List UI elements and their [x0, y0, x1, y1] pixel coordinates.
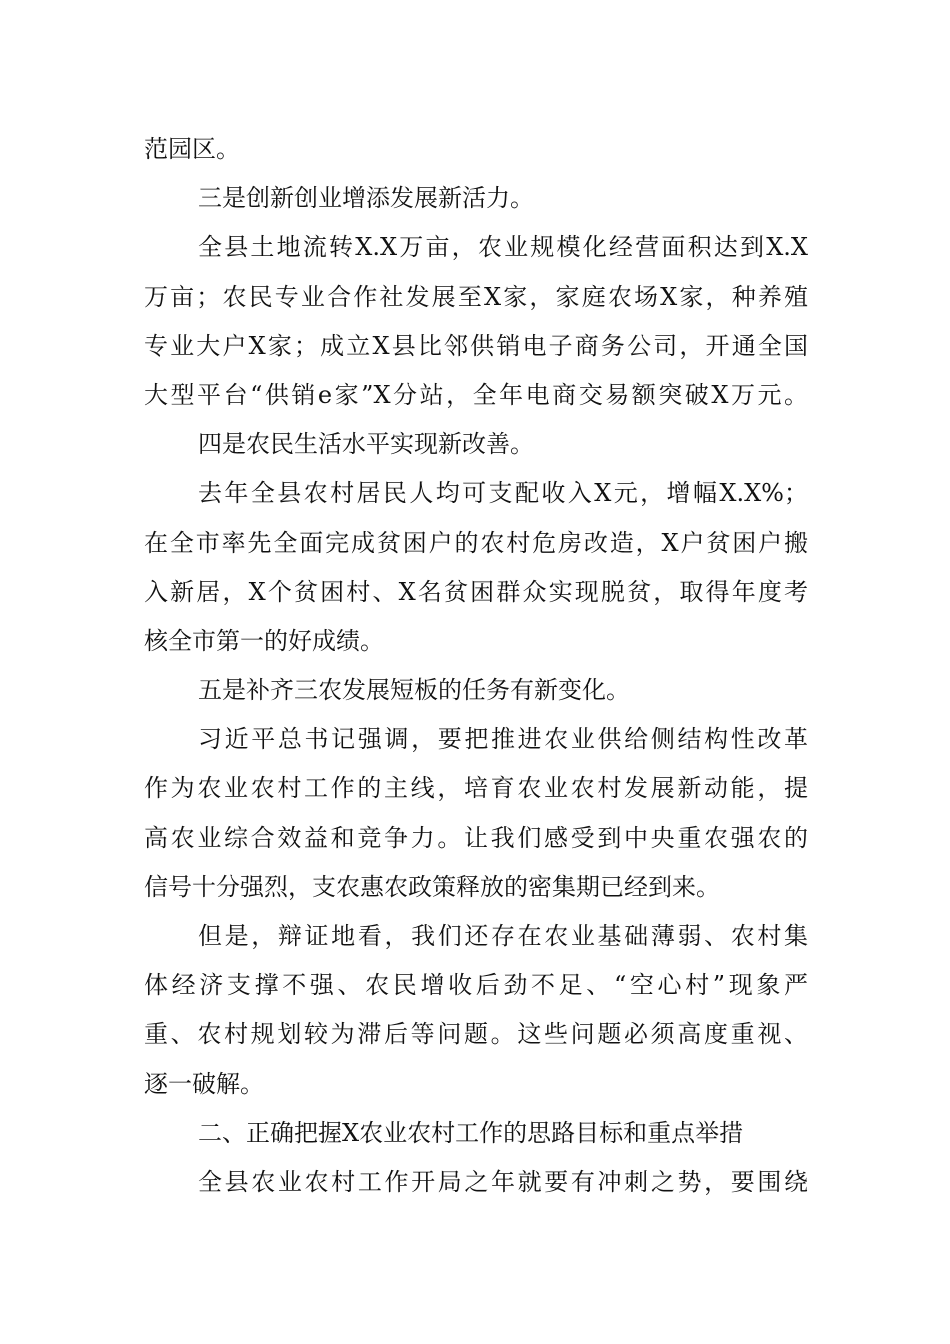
- text-line: 信号十分强烈，支农惠农政策释放的密集期已经到来。: [144, 872, 720, 901]
- text-line: 体经济支撑不强、农民增收后劲不足、“空心村”现象严: [144, 971, 808, 1000]
- text-line: 习近平总书记强调，要把推进农业供给侧结构性改革: [198, 725, 808, 754]
- section-heading: 三是创新创业增添发展新活力。: [198, 184, 534, 213]
- text-line: 在全市率先全面完成贫困户的农村危房改造，X户贫困户搬: [144, 528, 808, 557]
- section-heading: 五是补齐三农发展短板的任务有新变化。: [198, 676, 630, 705]
- text-line: 专业大户X家；成立X县比邻供销电子商务公司，开通全国: [144, 331, 808, 360]
- section-heading: 二、正确把握X农业农村工作的思路目标和重点举措: [198, 1118, 744, 1147]
- text-line: 逐一破解。: [144, 1069, 264, 1098]
- text-line: 去年全县农村居民人均可支配收入X元，增幅X.X%；: [198, 479, 808, 508]
- text-line: 但是，辩证地看，我们还存在农业基础薄弱、农村集: [198, 922, 808, 950]
- text-line: 重、农村规划较为滞后等问题。这些问题必须高度重视、: [144, 1020, 808, 1049]
- text-line: 高农业综合效益和竞争力。让我们感受到中央重农强农的: [144, 823, 808, 852]
- text-line: 范园区。: [144, 135, 240, 163]
- text-line: 核全市第一的好成绩。: [144, 626, 384, 655]
- text-line: 全县土地流转X.X万亩，农业规模化经营面积达到X.X: [198, 233, 808, 262]
- text-line: 万亩；农民专业合作社发展至X家，家庭农场X家，种养殖: [144, 282, 808, 311]
- document-page: [144, 125, 808, 1207]
- text-line: 大型平台“供销e家”X分站，全年电商交易额突破X万元。: [144, 380, 808, 409]
- section-heading: 四是农民生活水平实现新改善。: [198, 430, 534, 459]
- text-line: 作为农业农村工作的主线，培育农业农村发展新动能，提: [144, 774, 808, 803]
- text-line: 入新居，X个贫困村、X名贫困群众实现脱贫，取得年度考: [144, 577, 808, 606]
- text-line: 全县农业农村工作开局之年就要有冲刺之势，要围绕: [198, 1167, 808, 1196]
